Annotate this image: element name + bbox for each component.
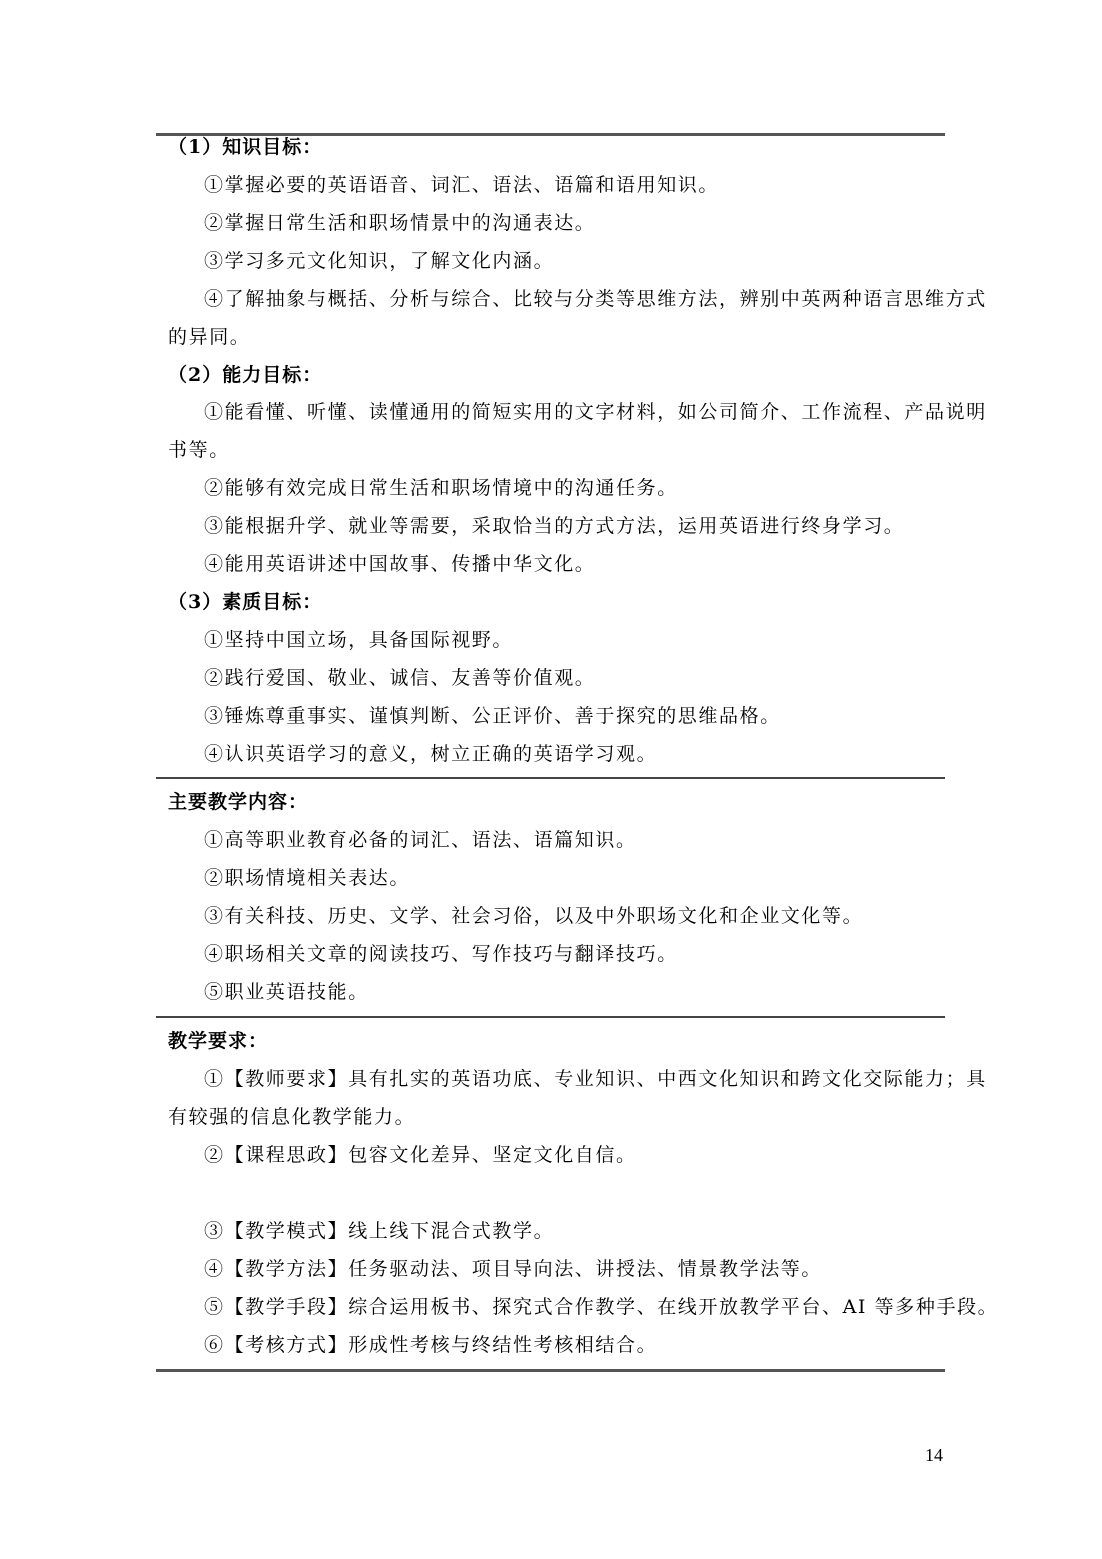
section-heading-requirements: 教学要求： (168, 1030, 269, 1052)
section-heading-knowledge: （1）知识目标： (168, 136, 323, 158)
requirement-item: ⑤【教学手段】综合运用板书、探究式合作教学、在线开放教学平台、AI 等多种手段。 (204, 1296, 999, 1318)
quality-item: ③锤炼尊重事实、谨慎判断、公正评价、善于探究的思维品格。 (204, 705, 781, 727)
content-item: ④职场相关文章的阅读技巧、写作技巧与翻译技巧。 (204, 943, 678, 965)
knowledge-item: ②掌握日常生活和职场情景中的沟通表达。 (204, 212, 596, 234)
quality-item: ②践行爱国、敬业、诚信、友善等价值观。 (204, 667, 596, 689)
section-divider (156, 1016, 945, 1018)
quality-item: ④认识英语学习的意义，树立正确的英语学习观。 (204, 743, 658, 765)
requirement-item: ①【教师要求】具有扎实的英语功底、专业知识、中西文化知识和跨文化交际能力；具 (204, 1068, 987, 1090)
content-item: ⑤职业英语技能。 (204, 981, 369, 1003)
requirement-item: ②【课程思政】包容文化差异、坚定文化自信。 (204, 1144, 637, 1166)
knowledge-item: ④了解抽象与概括、分析与综合、比较与分类等思维方法，辨别中英两种语言思维方式 (204, 288, 987, 310)
ability-item: ③能根据升学、就业等需要，采取恰当的方式方法，运用英语进行终身学习。 (204, 515, 905, 537)
quality-item: ①坚持中国立场，具备国际视野。 (204, 629, 514, 651)
requirement-item-continuation: 有较强的信息化教学能力。 (168, 1106, 416, 1128)
requirement-item: ④【教学方法】任务驱动法、项目导向法、讲授法、情景教学法等。 (204, 1258, 823, 1280)
knowledge-item: ③学习多元文化知识，了解文化内涵。 (204, 250, 555, 272)
section-heading-content: 主要教学内容： (168, 791, 309, 813)
content-item: ③有关科技、历史、文学、社会习俗，以及中外职场文化和企业文化等。 (204, 905, 864, 927)
page-number: 14 (925, 1445, 943, 1465)
requirement-item: ③【教学模式】线上线下混合式教学。 (204, 1220, 555, 1242)
knowledge-item: ①掌握必要的英语语音、词汇、语法、语篇和语用知识。 (204, 174, 720, 196)
content-item: ②职场情境相关表达。 (204, 867, 411, 889)
knowledge-item-continuation: 的异同。 (168, 326, 251, 348)
ability-item: ①能看懂、听懂、读懂通用的简短实用的文字材料，如公司简介、工作流程、产品说明 (204, 401, 987, 423)
section-heading-ability: （2）能力目标： (168, 364, 323, 386)
ability-item-continuation: 书等。 (168, 439, 230, 461)
section-divider (156, 777, 945, 779)
ability-item: ②能够有效完成日常生活和职场情境中的沟通任务。 (204, 477, 678, 499)
section-heading-quality: （3）素质目标： (168, 591, 323, 613)
ability-item: ④能用英语讲述中国故事、传播中华文化。 (204, 553, 596, 575)
requirement-item: ⑥【考核方式】形成性考核与终结性考核相结合。 (204, 1334, 658, 1356)
bottom-rule (156, 1369, 945, 1372)
content-item: ①高等职业教育必备的词汇、语法、语篇知识。 (204, 829, 637, 851)
